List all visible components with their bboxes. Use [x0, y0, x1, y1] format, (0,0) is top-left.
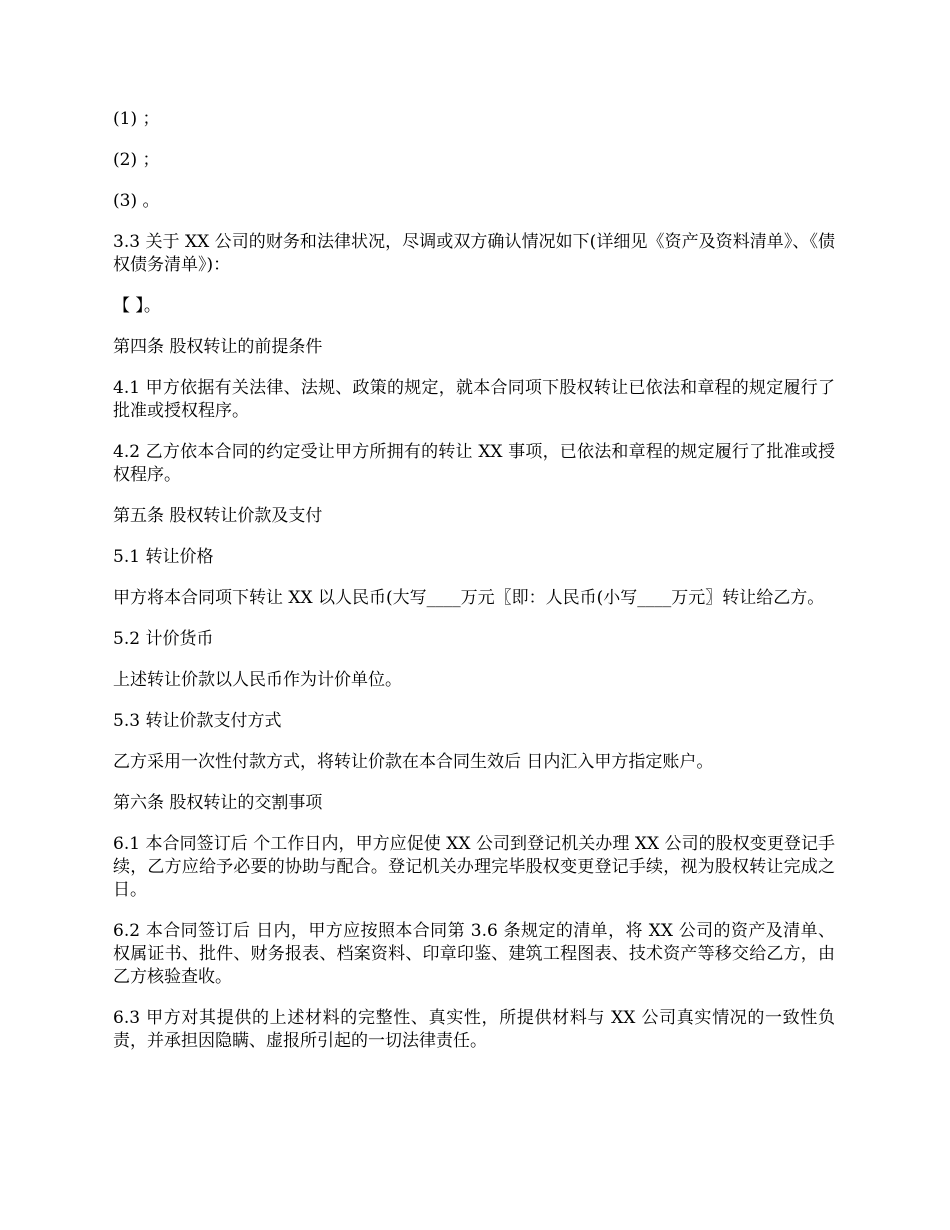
- bracket-placeholder: 【 】。: [113, 296, 161, 316]
- clause-5-3-title: 5.3 转让价款支付方式: [113, 711, 282, 731]
- article-5-heading: 第五条 股权转让价款及支付: [113, 506, 323, 526]
- clause-4-2: 4.2 乙方依本合同的约定受让甲方所拥有的转让 XX 事项，已依法和章程的规定履行了批准或授权程序。: [113, 442, 835, 485]
- clause-4-1: 4.1 甲方依据有关法律、法规、政策的规定，就本合同项下股权转让已依法和章程的规定履行了批准或授权程序。: [113, 378, 835, 421]
- list-item-3: (3) 。: [113, 191, 160, 211]
- article-6-heading: 第六条 股权转让的交割事项: [113, 793, 323, 813]
- clause-5-1-title: 5.1 转让价格: [113, 547, 214, 567]
- clause-5-2-title: 5.2 计价货币: [113, 629, 214, 649]
- document-body: [113, 108, 835, 1071]
- clause-6-1: 6.1 本合同签订后 个工作日内，甲方应促使 XX 公司到登记机关办理 XX 公司的股权变更登记手续，乙方应给予必要的协助与配合。登记机关办理完毕股权变更登记手续，视为股权转让完成之日。: [113, 834, 835, 900]
- clause-5-1-body: 甲方将本合同项下转让 XX 以人民币(大写____万元〖即：人民币(小写____万元〗转让给乙方。: [113, 588, 825, 608]
- list-item-1: (1) ；: [113, 109, 160, 129]
- clause-6-2: 6.2 本合同签订后 日内，甲方应按照本合同第 3.6 条规定的清单，将 XX 公司的资产及清单、权属证书、批件、财务报表、档案资料、印章印鉴、建筑工程图表、技术资产等移交给乙方，由乙方核验查收。: [113, 921, 835, 987]
- article-4-heading: 第四条 股权转让的前提条件: [113, 337, 323, 357]
- clause-5-3-body: 乙方采用一次性付款方式，将转让价款在本合同生效后 日内汇入甲方指定账户。: [113, 752, 714, 772]
- list-item-2: (2) ；: [113, 150, 160, 170]
- clause-5-2-body: 上述转让价款以人民币作为计价单位。: [113, 670, 402, 690]
- clause-3-3: 3.3 关于 XX 公司的财务和法律状况，尽调或双方确认情况如下(详细见《资产及资料清单》、《债权债务清单》)：: [113, 232, 835, 275]
- clause-6-3: 6.3 甲方对其提供的上述材料的完整性、真实性，所提供材料与 XX 公司真实情况的一致性负责，并承担因隐瞒、虚报所引起的一切法律责任。: [113, 1008, 835, 1051]
